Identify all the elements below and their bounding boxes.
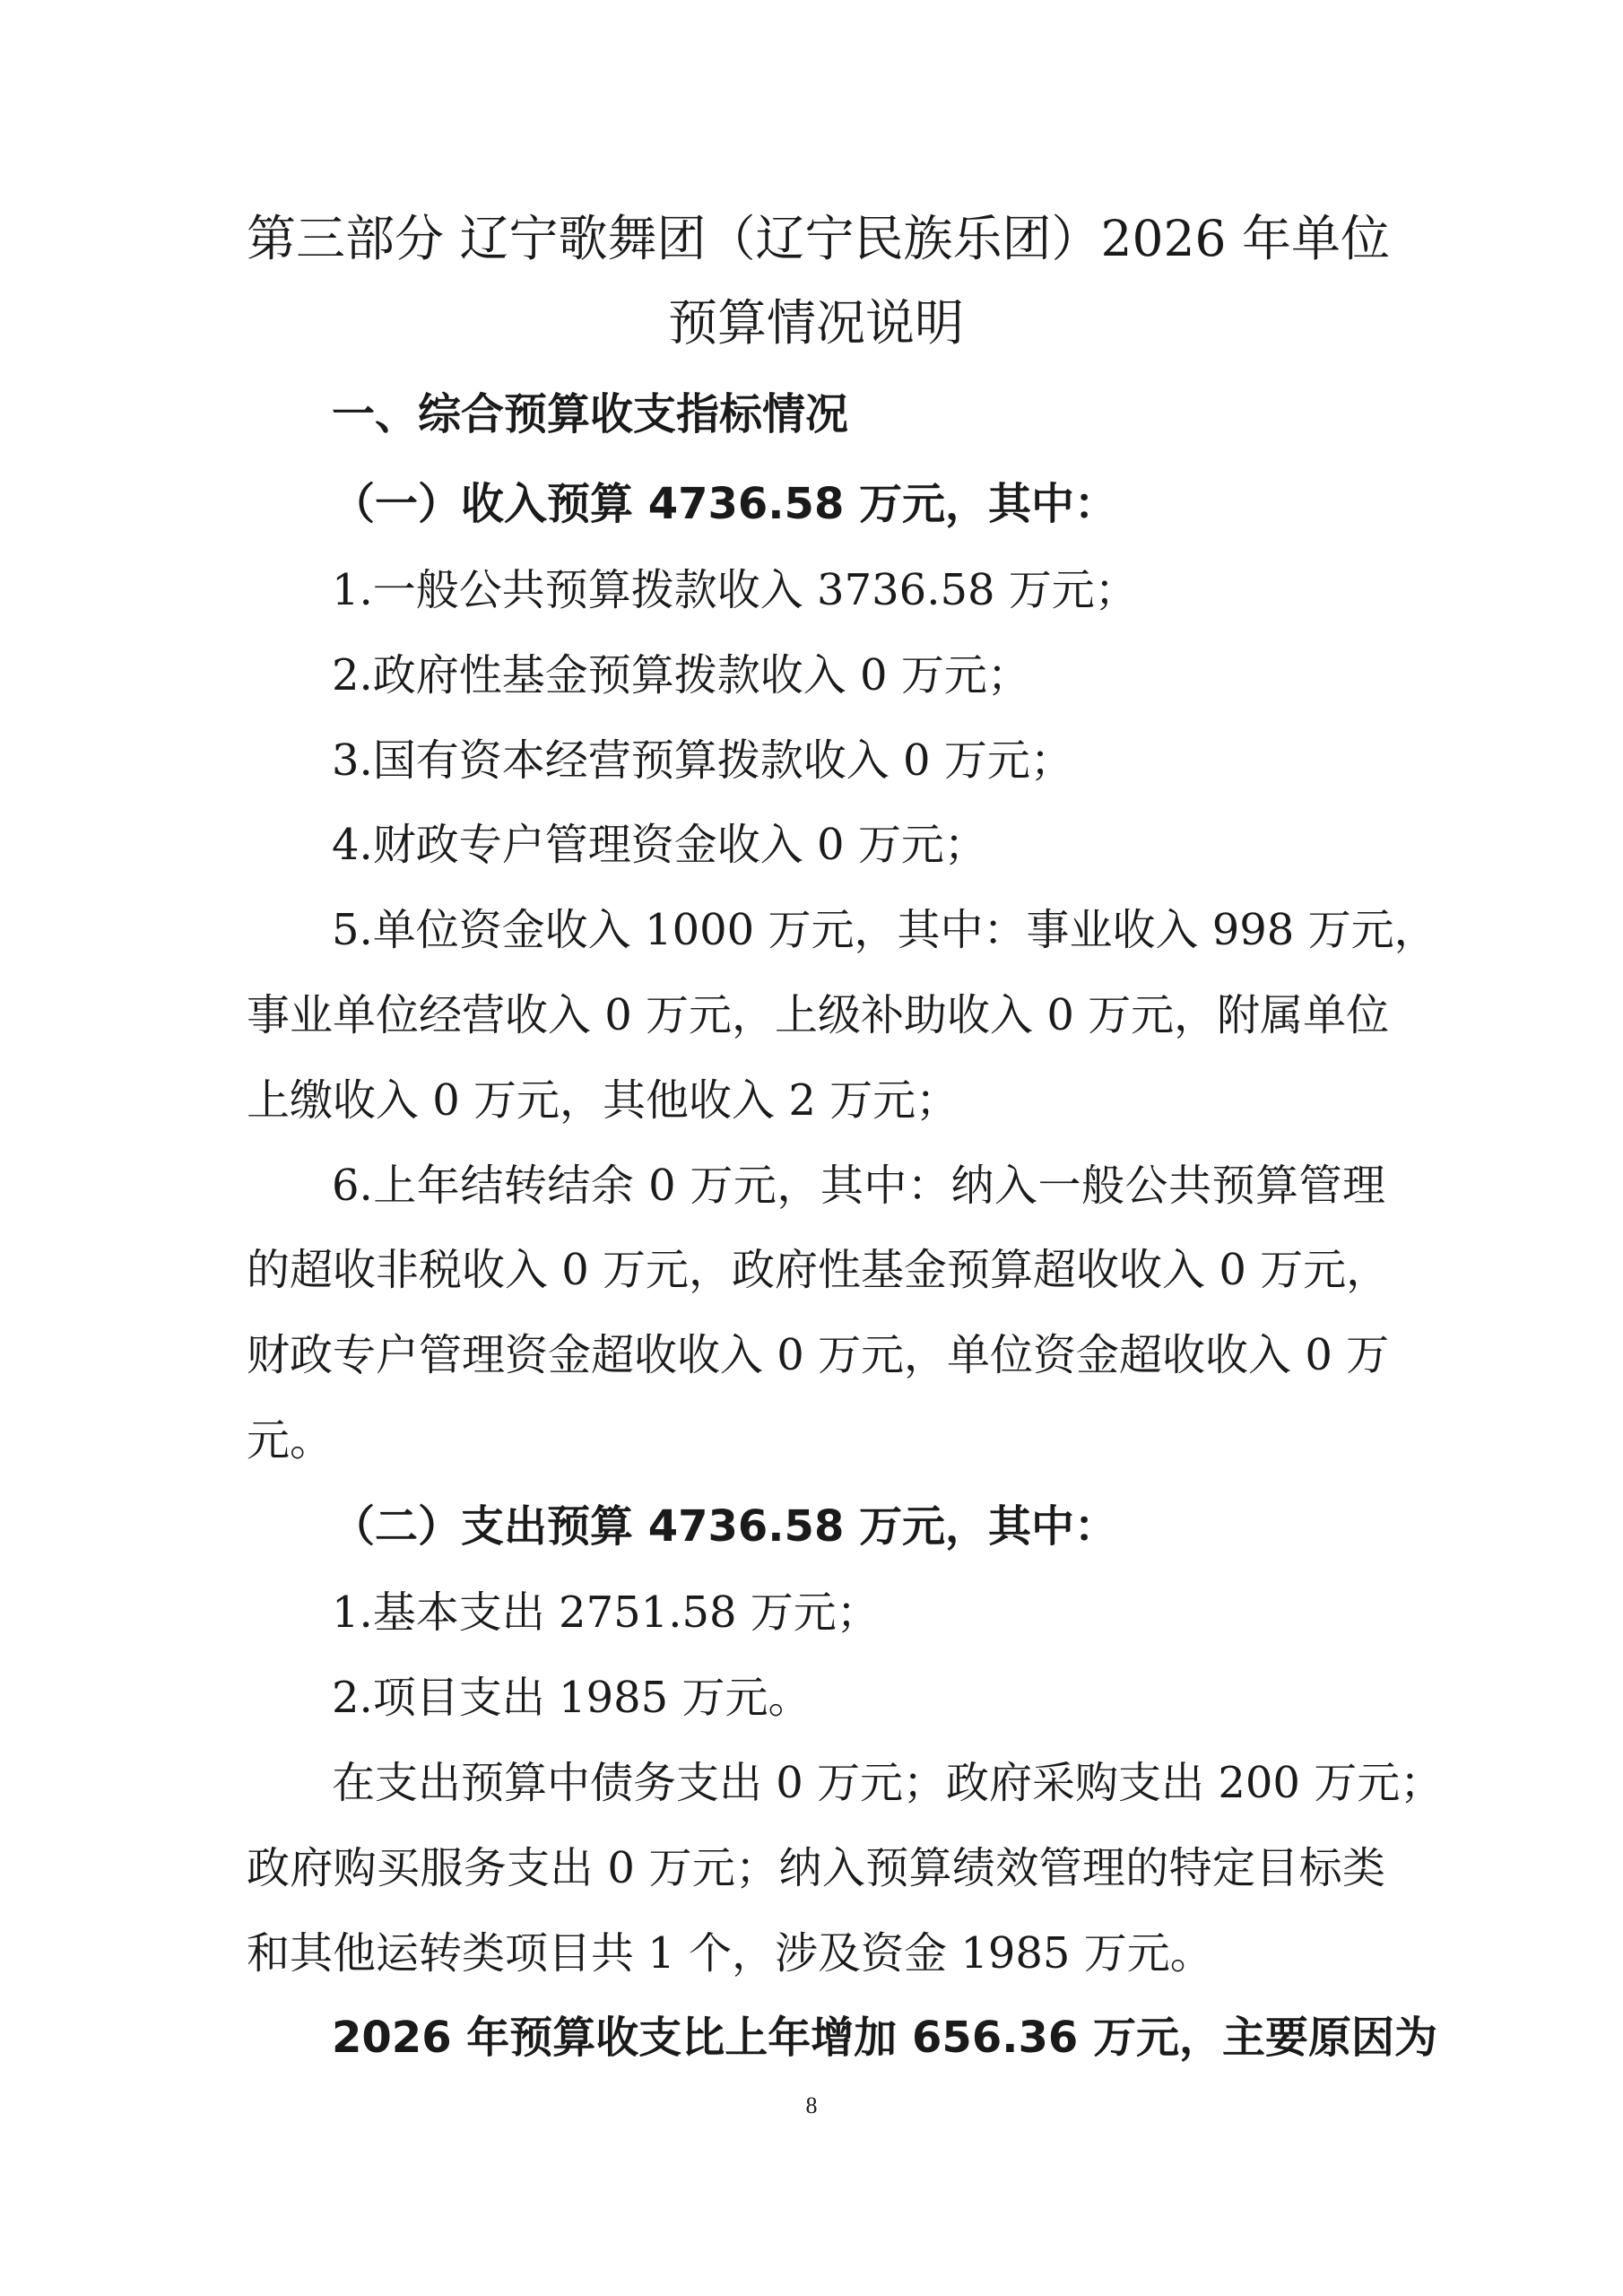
expense-paragraph-line-1: 在支出预算中债务支出 0 万元；政府采购支出 200 万元；: [332, 1758, 1444, 1808]
income-item-5-line-3: 上缴收入 0 万元，其他收入 2 万元；: [247, 1075, 959, 1126]
income-item-6-line-3: 财政专户管理资金超收收入 0 万元，单位资金超收收入 0 万: [247, 1330, 1390, 1380]
income-item-5-line-1: 5.单位资金收入 1000 万元，其中：事业收入 998 万元，: [332, 905, 1437, 955]
income-heading: （一）收入预算 4736.58 万元，其中：: [332, 479, 1118, 529]
income-item-4: 4.财政专户管理资金收入 0 万元；: [332, 820, 987, 870]
expense-item-1: 1.基本支出 2751.58 万元；: [332, 1587, 880, 1638]
income-item-6-line-4: 元。: [247, 1415, 334, 1465]
document-title-line-2: 预算情况说明: [667, 294, 964, 352]
change-reason-line-1: 2026 年预算收支比上年增加 656.36 万元，主要原因为: [332, 2013, 1437, 2063]
income-item-5-line-2: 事业单位经营收入 0 万元，上级补助收入 0 万元，附属单位: [247, 990, 1390, 1040]
expense-paragraph-line-2: 政府购买服务支出 0 万元；纳入预算绩效管理的特定目标类: [247, 1843, 1385, 1893]
income-item-6-line-1: 6.上年结转结余 0 万元，其中：纳入一般公共预算管理: [332, 1161, 1385, 1211]
document-title-line-1: 第三部分 辽宁歌舞团（辽宁民族乐团）2026 年单位: [247, 210, 1390, 267]
page-number: 8: [805, 2092, 818, 2118]
income-item-1: 1.一般公共预算拨款收入 3736.58 万元；: [332, 565, 1138, 615]
expense-paragraph-line-3: 和其他运转类项目共 1 个，涉及资金 1985 万元。: [247, 1928, 1213, 1979]
income-item-6-line-2: 的超收非税收入 0 万元，政府性基金预算超收收入 0 万元，: [247, 1245, 1390, 1295]
expense-item-2: 2.项目支出 1985 万元。: [332, 1673, 812, 1723]
section-heading-1: 一、综合预算收支指标情况: [332, 389, 849, 439]
income-item-3: 3.国有资本经营预算拨款收入 0 万元；: [332, 735, 1073, 786]
expense-heading: （二）支出预算 4736.58 万元，其中：: [332, 1501, 1118, 1552]
income-item-2: 2.政府性基金预算拨款收入 0 万元；: [332, 650, 1030, 700]
